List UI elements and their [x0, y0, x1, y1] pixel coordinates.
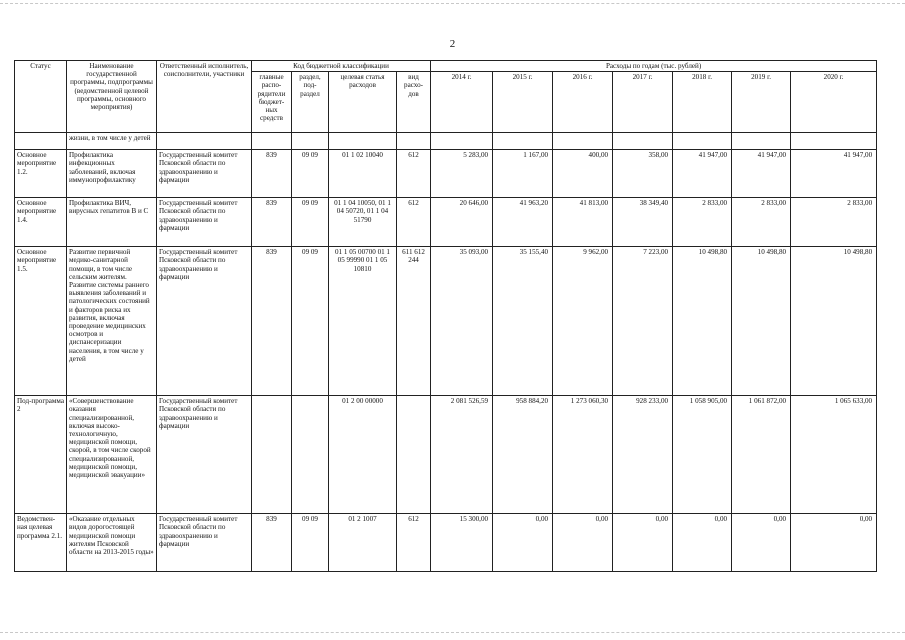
table-row	[15, 198, 877, 247]
header-year-2019: 2019 г.	[732, 72, 791, 133]
header-section: раздел, под-раздел	[292, 72, 329, 133]
scan-edge-bottom	[0, 632, 905, 633]
row-value-2019: 2 833,00	[732, 198, 791, 247]
row-type: 612	[397, 514, 431, 572]
row-grbs: 839	[252, 514, 292, 572]
row-name: «Совершенствование оказания специализированной, включая высоко-технологичную, медицинской помощи, скорой, в том числе скорой специализированной, медицинской помощи, медицинской эвакуации»	[67, 396, 157, 514]
row-value-2020: 10 498,80	[791, 247, 877, 396]
header-year-2020: 2020 г.	[791, 72, 877, 133]
row-type: 611 612 244	[397, 247, 431, 396]
row-value-2018: 41 947,00	[673, 150, 732, 198]
row-status: Ведомствен-ная целевая программа 2.1.	[15, 514, 67, 572]
row-value-2017: 0,00	[613, 514, 673, 572]
row-value-2015: 35 155,40	[493, 247, 553, 396]
row-value-2014: 5 283,00	[431, 150, 493, 198]
table-row	[15, 514, 877, 572]
row-value-2018: 2 833,00	[673, 198, 732, 247]
table-row	[15, 396, 877, 514]
header-name: Наименование государственной программы, подпрограммы (ведомственной целевой программы, основного мероприятия)	[67, 61, 157, 133]
row-section: 09 09	[292, 150, 329, 198]
row-value-2018: 10 498,80	[673, 247, 732, 396]
row-status: Основное мероприятие 1.4.	[15, 198, 67, 247]
row-value-2016: 0,00	[553, 514, 613, 572]
row-value-2020: 41 947,00	[791, 150, 877, 198]
row-value-2020: 1 065 633,00	[791, 396, 877, 514]
header-article: целевая статья расходов	[329, 72, 397, 133]
header-year-2017: 2017 г.	[613, 72, 673, 133]
row-section: 09 09	[292, 247, 329, 396]
row-article: 01 1 05 00700 01 1 05 99990 01 1 05 10810	[329, 247, 397, 396]
row-article: 01 1 02 10040	[329, 150, 397, 198]
row-value-2014: 2 081 526,59	[431, 396, 493, 514]
row-value-2015: 1 167,00	[493, 150, 553, 198]
continuation-row	[15, 133, 877, 150]
row-value-2017: 38 349,40	[613, 198, 673, 247]
row-status: Основное мероприятие 1.5.	[15, 247, 67, 396]
row-name: Развитие первичной медико-санитарной помощи, в том числе сельским жителям. Развитие системы раннего выявления заболеваний и патологических состояний и факторов риска их развития, включая проведение медицинских осмотров и диспансеризации населения, в том числе у детей	[67, 247, 157, 396]
header-grbs: главные распо-рядители бюджет-ных средств	[252, 72, 292, 133]
row-value-2014: 20 646,00	[431, 198, 493, 247]
table-row	[15, 247, 877, 396]
budget-table	[14, 60, 877, 572]
row-value-2017: 7 223,00	[613, 247, 673, 396]
row-grbs: 839	[252, 150, 292, 198]
row-value-2020: 0,00	[791, 514, 877, 572]
header-year-2014: 2014 г.	[431, 72, 493, 133]
row-article: 01 2 00 00000	[329, 396, 397, 514]
row-status: Основное мероприятие 1.2.	[15, 150, 67, 198]
row-value-2015: 958 884,20	[493, 396, 553, 514]
row-type: 612	[397, 150, 431, 198]
table-row	[15, 150, 877, 198]
row-value-2019: 10 498,80	[732, 247, 791, 396]
row-value-2018: 1 058 905,00	[673, 396, 732, 514]
row-article: 01 2 1007	[329, 514, 397, 572]
row-section: 09 09	[292, 198, 329, 247]
row-value-2018: 0,00	[673, 514, 732, 572]
continuation-text: жизни, в том числе у детей	[67, 133, 157, 150]
row-name: Профилактика ВИЧ, вирусных гепатитов В и С	[67, 198, 157, 247]
row-section	[292, 396, 329, 514]
row-value-2014: 15 300,00	[431, 514, 493, 572]
header-year-2016: 2016 г.	[553, 72, 613, 133]
header-responsible: Ответственный исполнитель, соисполнители, участники	[157, 61, 252, 133]
budget-table-sheet	[14, 60, 876, 572]
row-type	[397, 396, 431, 514]
row-article: 01 1 04 10050, 01 1 04 50720, 01 1 04 51790	[329, 198, 397, 247]
row-responsible: Государственный комитет Псковской области по здравоохранению и фармации	[157, 198, 252, 247]
row-grbs: 839	[252, 198, 292, 247]
row-section: 09 09	[292, 514, 329, 572]
header-budget-code: Код бюджетной классификации	[252, 61, 431, 72]
row-value-2017: 928 233,00	[613, 396, 673, 514]
row-value-2016: 400,00	[553, 150, 613, 198]
row-name: «Оказание отдельных видов дорогостоящей медицинской помощи жителям Псковской области на 2013-2015 годы»	[67, 514, 157, 572]
row-value-2016: 9 962,00	[553, 247, 613, 396]
header-status: Статус	[15, 61, 67, 133]
header-expenses: Расходы по годам (тыс. рублей)	[431, 61, 877, 72]
row-value-2016: 1 273 060,30	[553, 396, 613, 514]
row-value-2019: 41 947,00	[732, 150, 791, 198]
row-status: Под-программа 2	[15, 396, 67, 514]
header-year-2015: 2015 г.	[493, 72, 553, 133]
row-value-2019: 0,00	[732, 514, 791, 572]
row-grbs	[252, 396, 292, 514]
row-responsible: Государственный комитет Псковской области по здравоохранению и фармации	[157, 247, 252, 396]
header-year-2018: 2018 г.	[673, 72, 732, 133]
header-type: вид расхо-дов	[397, 72, 431, 133]
row-value-2017: 358,00	[613, 150, 673, 198]
row-value-2016: 41 813,00	[553, 198, 613, 247]
row-value-2015: 0,00	[493, 514, 553, 572]
row-responsible: Государственный комитет Псковской области по здравоохранению и фармации	[157, 150, 252, 198]
scan-edge-top	[0, 3, 905, 4]
row-value-2014: 35 093,00	[431, 247, 493, 396]
row-responsible: Государственный комитет Псковской области по здравоохранению и фармации	[157, 396, 252, 514]
header-row-top	[15, 61, 877, 72]
row-value-2019: 1 061 872,00	[732, 396, 791, 514]
row-value-2015: 41 963,20	[493, 198, 553, 247]
row-value-2020: 2 833,00	[791, 198, 877, 247]
row-type: 612	[397, 198, 431, 247]
row-name: Профилактика инфекционных заболеваний, включая иммунопрофилактику	[67, 150, 157, 198]
row-responsible: Государственный комитет Псковской области по здравоохранению и фармации	[157, 514, 252, 572]
page-number: 2	[449, 38, 456, 50]
row-grbs: 839	[252, 247, 292, 396]
